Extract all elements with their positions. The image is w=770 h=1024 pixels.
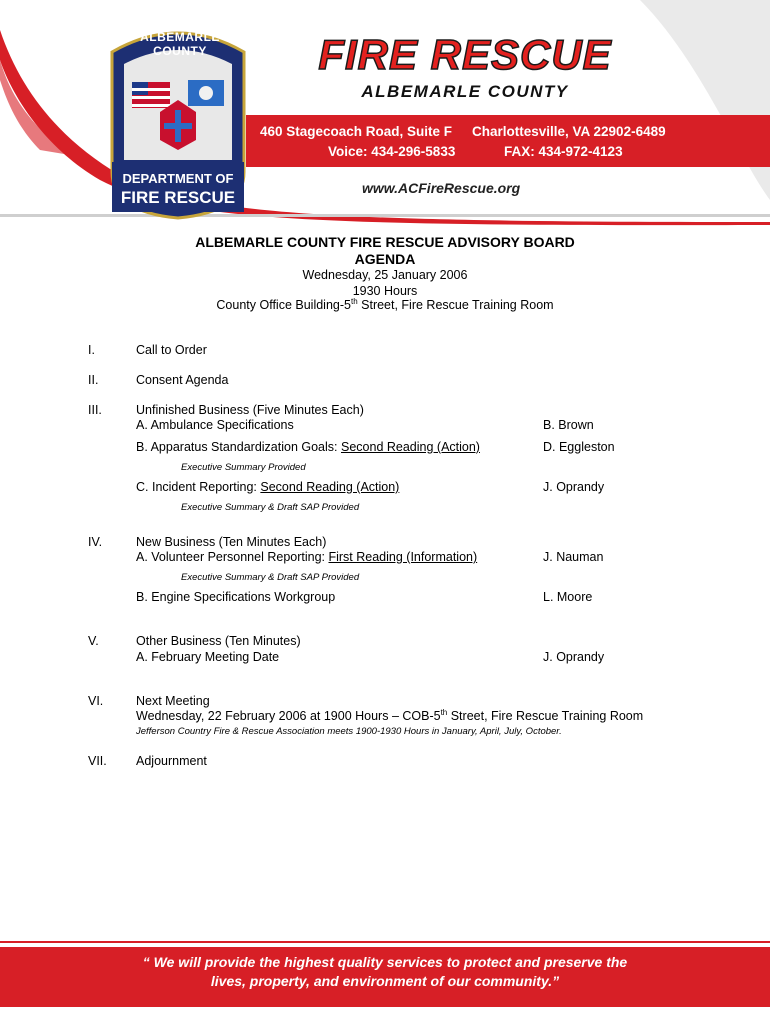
presenter: J. Nauman	[543, 550, 604, 564]
sub-item: A. Ambulance Specifications	[136, 418, 294, 432]
sub-item	[136, 480, 399, 494]
sub-item: B. Engine Specifications Workgroup	[136, 590, 336, 604]
doc-title: ALBEMARLE COUNTY FIRE RESCUE ADVISORY BOARD	[195, 234, 575, 250]
footer-rule	[0, 941, 770, 943]
presenter: D. Eggleston	[543, 440, 615, 454]
mission-line2: lives, property, and environment of our community.”	[210, 973, 560, 989]
voice-number: Voice: 434-296-5833	[328, 144, 456, 159]
badge-bottom-line2: FIRE RESCUE	[120, 188, 236, 207]
sub-item-text: A. Volunteer Personnel Reporting:	[136, 550, 329, 564]
header-subtitle: ALBEMARLE COUNTY	[361, 82, 569, 101]
presenter: L. Moore	[543, 590, 593, 604]
next-meeting-line	[136, 709, 643, 723]
meeting-time: 1930 Hours	[352, 284, 418, 298]
agenda-item: Unfinished Business (Five Minutes Each)	[136, 403, 364, 417]
address-city: Charlottesville, VA 22902-6489	[472, 124, 666, 139]
sub-item	[136, 440, 480, 454]
presenter: J. Oprandy	[543, 650, 605, 664]
item-note: Executive Summary & Draft SAP Provided	[181, 572, 360, 583]
agenda-item: Call to Order	[136, 343, 207, 357]
agenda-item: New Business (Ten Minutes Each)	[136, 535, 327, 549]
badge-bottom-line1: DEPARTMENT OF	[122, 171, 234, 186]
item-number: VI.	[88, 694, 104, 708]
website-link[interactable]: www.ACFireRescue.org	[362, 180, 521, 196]
next-meeting-sup: th	[440, 707, 448, 717]
doc-subtitle: AGENDA	[354, 251, 416, 267]
sub-item: A. February Meeting Date	[136, 650, 280, 664]
address-band	[246, 115, 770, 167]
agenda-item: Next Meeting	[136, 694, 210, 708]
item-number: V.	[88, 634, 99, 648]
item-number: II.	[88, 373, 99, 387]
header-title: FIRE RESCUE	[318, 31, 612, 78]
mission-line1: “ We will provide the highest quality services to protect and preserve the	[142, 954, 628, 970]
item-number: IV.	[88, 535, 103, 549]
location-part-2: Street, Fire Rescue Training Room	[357, 298, 554, 312]
agenda-item: Adjournment	[136, 754, 207, 768]
reading-link[interactable]: Second Reading (Action)	[260, 480, 400, 494]
next-meeting-text-2: Street, Fire Rescue Training Room	[447, 709, 644, 723]
item-number: III.	[88, 403, 102, 417]
address-street: 460 Stagecoach Road, Suite F	[260, 124, 453, 139]
fax-number: FAX: 434-972-4123	[504, 144, 623, 159]
item-number: VII.	[88, 754, 107, 768]
presenter: B. Brown	[543, 418, 594, 432]
item-note: Jefferson Country Fire & Rescue Association meets 1900-1930 Hours in January, April, July, October.	[136, 726, 562, 737]
presenter: J. Oprandy	[543, 480, 605, 494]
next-meeting-text: Wednesday, 22 February 2006 at 1900 Hours – COB-5	[136, 709, 441, 723]
meeting-date: Wednesday, 25 January 2006	[302, 268, 468, 282]
item-number: I.	[88, 343, 95, 357]
item-note: Executive Summary Provided	[181, 462, 306, 473]
item-note: Executive Summary & Draft SAP Provided	[181, 502, 360, 513]
agenda-item: Consent Agenda	[136, 373, 229, 387]
sub-item	[136, 550, 477, 564]
sub-item-text: B. Apparatus Standardization Goals:	[136, 440, 341, 454]
sub-item-text: C. Incident Reporting:	[136, 480, 261, 494]
location-sup: th	[350, 296, 358, 306]
reading-link[interactable]: Second Reading (Action)	[341, 440, 480, 454]
location-part: County Office Building-5	[216, 298, 351, 312]
reading-link[interactable]: First Reading (Information)	[328, 550, 478, 564]
badge-top-text: ALBEMARLE COUNTY	[140, 30, 220, 58]
meeting-location	[0, 298, 770, 312]
agenda-item: Other Business (Ten Minutes)	[136, 634, 301, 648]
